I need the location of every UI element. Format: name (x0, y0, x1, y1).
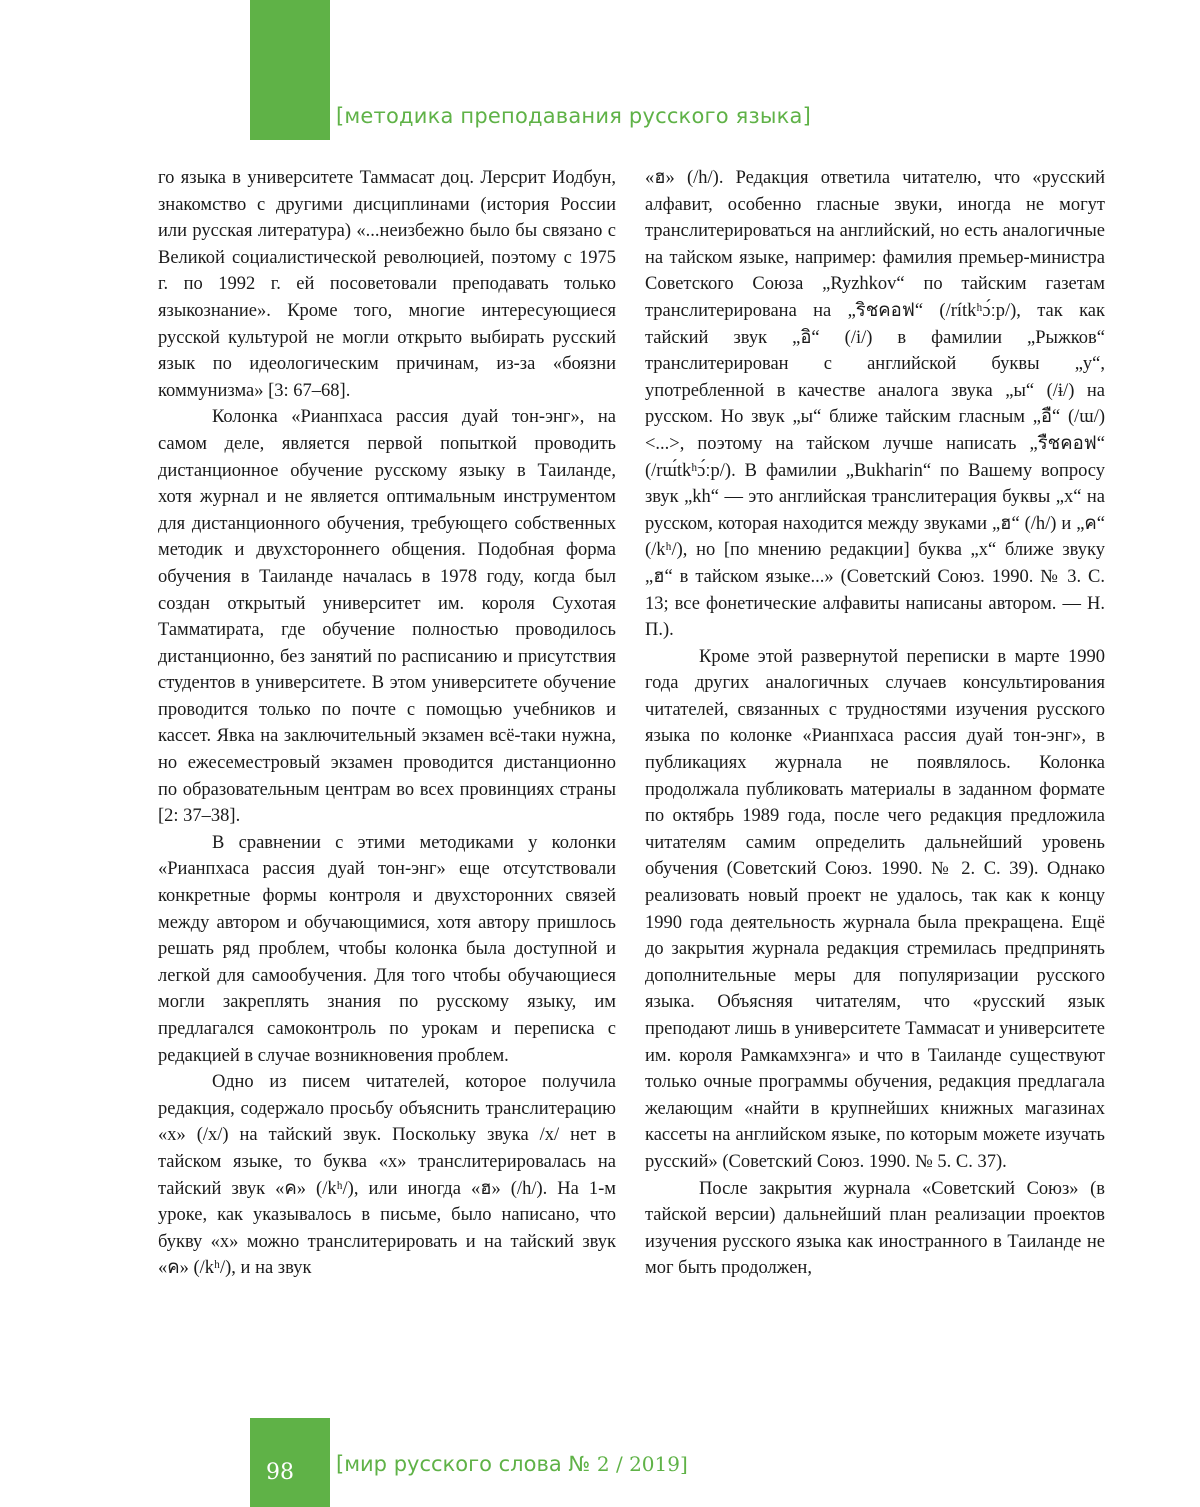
header-accent-bar (250, 0, 330, 140)
section-title: [методика преподавания русского языка] (336, 104, 811, 128)
right-paragraph-3: После закрытия журнала «Советский Союз» (в тайской версии) дальнейший план реализации проектов изучения русского языка как иностранного в Таиланде не мог быть продолжен, (645, 1178, 1105, 1279)
right-column (645, 165, 1105, 1282)
right-paragraph-2: Кроме этой развернутой переписки в марте 1990 года других аналогичных случаев консультирования читателей, связанных с трудностями изучения русского языка по колонке «Рианпхаса рассия дуай тон-энг», в публикациях журнала не появлялось. Колонка продолжала публиковать материалы в заданном формате по октябрь 1989 года, после чего редакция предложила читателям самим определить дальнейший уровень обучения (Советский Союз. 1990. № 2. С. 39). Однако реализовать новый проект не удалось, так как к концу 1990 года деятельность журнала была прекращена. Ещё до закрытия журнала редакция стремилась предпринять дополнительные меры для популяризации русского языка. Объясняя читателям, что «русский язык преподают лишь в университете Таммасат и университете им. короля Рамкамхэнга» и что в Таиланде существуют только очные программы обучения, редакция предлагала желающим «найти в крупнейших книжных магазинах кассеты на английском языке, по которым можете изучать русский» (Советский Союз. 1990. № 5. С. 37). (645, 646, 1105, 1172)
journal-name: [мир русского слова № (336, 1452, 591, 1476)
left-paragraph-4: Одно из писем читателей, которое получила редакция, содержало просьбу объяснить транслитерацию «х» (/x/) на тайский звук. Поскольку звука /x/ нет в тайском языке, то буква «х» транслитерировалась на тайский звук «ค» (/kʰ/), или иногда «ฮ» (/h/). На 1-м уроке, как указывалось в письме, было написано, что букву «х» можно транслитерировать и на тайский звук «ค» (/kʰ/), и на звук (158, 1072, 616, 1279)
left-paragraph-1: го языка в университете Таммасат доц. Лерсрит Иодбун, знакомство с другими дисциплинами (история России или русская литература) «...неизбежно было бы связано с Великой социалистической революцией, поэтому с 1975 г. по 1992 г. ей посоветовали преподавать только языкознание». Кроме того, многие интересующиеся русской культурой не могли открыто выбирать русский язык по идеологическим причинам, из-за «боязни коммунизма» [3: 67–68]. (158, 168, 616, 401)
journal-title (336, 1452, 688, 1476)
journal-issue: 2 / 2019] (596, 1452, 688, 1476)
right-paragraph-1: «ฮ» (/h/). Редакция ответила читателю, что «русский алфавит, особенно гласные звуки, иногда не могут транслитерироваться на английский, но есть аналогичные на тайском языке, например: фамилия премьер-министра Советского Союза „Ryzhkov“ по тайским газетам транслитерирована на „ริชคอฟ“ (/rítkʰɔ́ːp/), так как тайский звук „อิ“ (/i/) в фамилии „Рыжков“ транслитерирован с английской буквы „y“, употребленной в качестве аналога звука „ы“ (/ɨ/) на русском. Но звук „ы“ ближе тайским гласным „อื“ (/ɯ/) <...>, поэтому на тайском лучше написать „รืชคอฟ“ (/rɯ́tkʰɔ́ːp/). В фамилии „Bukharin“ по Вашему вопросу звук „kh“ — это английская транслитерация буквы „х“ на русском, которая находится между звуками „ฮ“ (/h/) и „ค“ (/kʰ/), но [по мнению редакции] буква „х“ ближе звуку „ฮ“ в тайском языке...» (Советский Союз. 1990. № 3. С. 13; все фонетические алфавиты написаны автором. — Н. П.). (645, 168, 1105, 641)
left-column (158, 165, 616, 1282)
left-paragraph-2: Колонка «Рианпхаса рассия дуай тон-энг», на самом деле, является первой попыткой проводить дистанционное обучение русскому языку в Таиланде, хотя журнал и не является оптимальным инструментом для дистанционного обучения, требующего собственных методик и двухстороннего общения. Подобная форма обучения в Таиланде началась в 1978 году, когда был создан открытый университет им. короля Сухотая Тамматирата, где обучение полностью проводилось дистанционно, без занятий по расписанию и присутствия студентов в университете. В этом университете обучение проводится только по почте с помощью учебников и кассет. Явка на заключительный экзамен всё-таки нужна, но ежесеместровый экзамен проводится дистанционно по образовательным центрам во всех провинциях страны [2: 37–38]. (158, 407, 616, 827)
page-number: 98 (266, 1460, 294, 1485)
left-paragraph-3: В сравнении с этими методиками у колонки «Рианпхаса рассия дуай тон-энг» еще отсутствовали конкретные формы контроля и двухсторонних связей между автором и обучающимися, хотя автору пришлось решать ряд проблем, чтобы колонка была доступной и легкой для самообучения. Для того чтобы обучающиеся могли закреплять знания по русскому языку, им предлагался самоконтроль по урокам и переписка с редакцией в случае возникновения проблем. (158, 832, 616, 1066)
